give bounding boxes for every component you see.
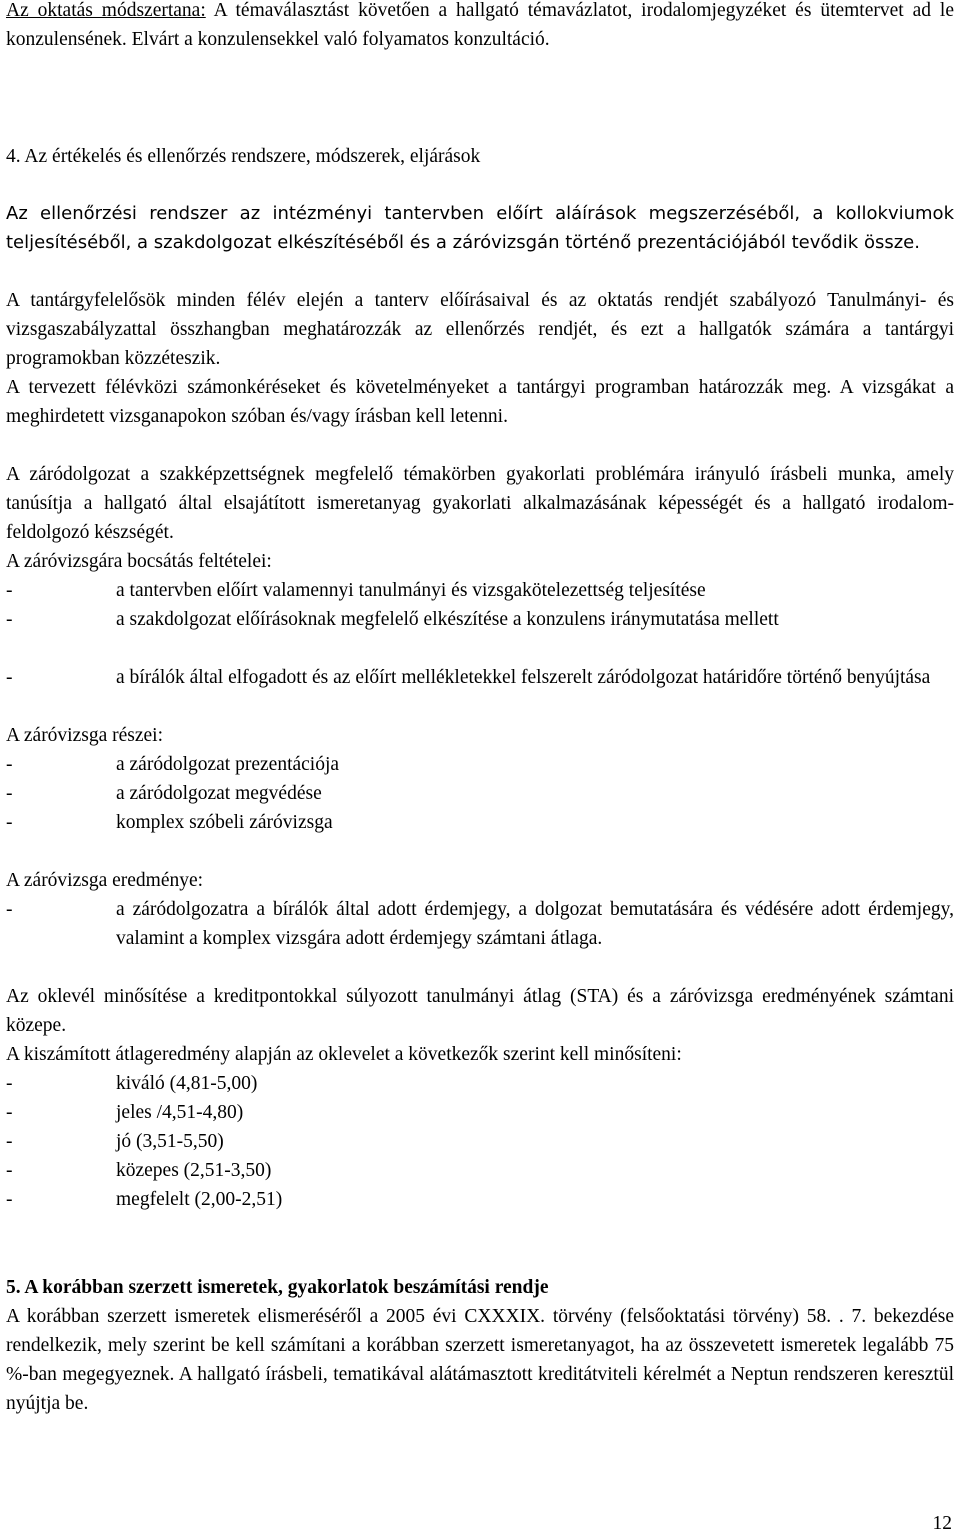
section-4-paragraph-2: A tervezett félévközi számonkéréseket és követelményeket a tantárgyi programban határozzák meg. A vizsgákat a meghirdetett vizsganapokon szóban és/vagy írásban kell letenni. [6,377,954,427]
list-item: - közepes (2,51-3,50) [6,1160,272,1181]
list-item: - kiváló (4,81-5,00) [6,1073,258,1094]
list-item: - jeles /4,51-4,80) [6,1102,244,1123]
list-item: - a záródolgozat megvédése [6,783,322,804]
list-item: - komplex szóbeli záróvizsga [6,812,333,833]
list-item: - a záródolgozatra a bírálók által adott érdemjegy, a dolgozat bemutatására és védésére adott érdemjegy, valamint a komplex vizsgára adott érdemjegy számtani átlaga. [6,899,954,949]
list-item: - megfelelt (2,00-2,51) [6,1189,283,1210]
teaching-method-paragraph [6,0,954,54]
exam-parts-title: A záróvizsga részei: [6,725,164,746]
teaching-method-label: Az oktatás módszertana: [6,0,206,21]
section-5-heading: 5. A korábban szerzett ismeretek, gyakorlatok beszámítási rendje [6,1277,549,1298]
section-4-paragraph-4: Az oklevél minősítése a kreditpontokkal súlyozott tanulmányi átlag (STA) és a záróvizsga eredményének számtani közepe. [6,986,954,1036]
list-item: - jó (3,51-5,50) [6,1131,224,1152]
grading-title: A kiszámított átlageredmény alapján az oklevelet a következők szerint kell minősíteni: [6,1044,682,1065]
list-item: - a tantervben előírt valamennyi tanulmányi és vizsgakötelezettség teljesítése [6,580,706,601]
teaching-method-text: A témaválasztást követően a hallgató témavázlatot, irodalomjegyzéket és ütemtervet ad le konzulensének. Elvárt a konzulensekkel való folyamatos konzultáció. [6,0,954,50]
list-item: - a szakdolgozat előírásoknak megfelelő elkészítése a konzulens iránymutatása mellett [6,609,779,630]
section-4-heading: 4. Az értékelés és ellenőrzés rendszere, módszerek, eljárások [6,146,481,167]
section-4-intro: Az ellenőrzési rendszer az intézményi tantervben előírt aláírások megszerzéséből, a kollokviumok teljesítéséből, a szakdolgozat elkészítéséből és a záróvizsgán történő prezentációjából tevődik össze. [6,203,954,253]
section-4-paragraph-1: A tantárgyfelelősök minden félév elején a tanterv előírásaival és az oktatás rendjét szabályozó Tanulmányi- és vizsgaszabályzattal összhangban meghatározzák az ellenőrzés rendjét, és ezt a hallgatók számára a tantárgyi programokban közzéteszik. [6,290,954,369]
exam-result-title: A záróvizsga eredménye: [6,870,204,891]
list-item: - a bírálók által elfogadott és az előírt mellékletekkel felszerelt záródolgozat határidőre történő benyújtása [6,667,931,688]
section-4-paragraph-3: A záródolgozat a szakképzettségnek megfelelő témakörben gyakorlati problémára irányuló írásbeli munka, amely tanúsítja a hallgató által elsajátított ismeretanyag gyakorlati alkalmazásának képességét és a hallgató irodalom-feldolgozó készségét. [6,464,954,543]
section-5-paragraph: A korábban szerzett ismeretek elismeréséről a 2005 évi CXXXIX. törvény (felsőoktatási törvény) 58. . 7. bekezdése rendelkezik, mely szerint be kell számítani a korábban szerzett ismeretanyagot, ha az összevetett ismeretek legalább 75 %-ban megegyeznek. A hallgató írásbeli, tematikával alátámasztott kreditátviteli kérelmét a Neptun rendszeren keresztül nyújtja be. [6,1306,954,1414]
page-number: 12 [932,1513,952,1534]
conditions-title: A záróvizsgára bocsátás feltételei: [6,551,272,572]
list-item: - a záródolgozat prezentációja [6,754,340,775]
